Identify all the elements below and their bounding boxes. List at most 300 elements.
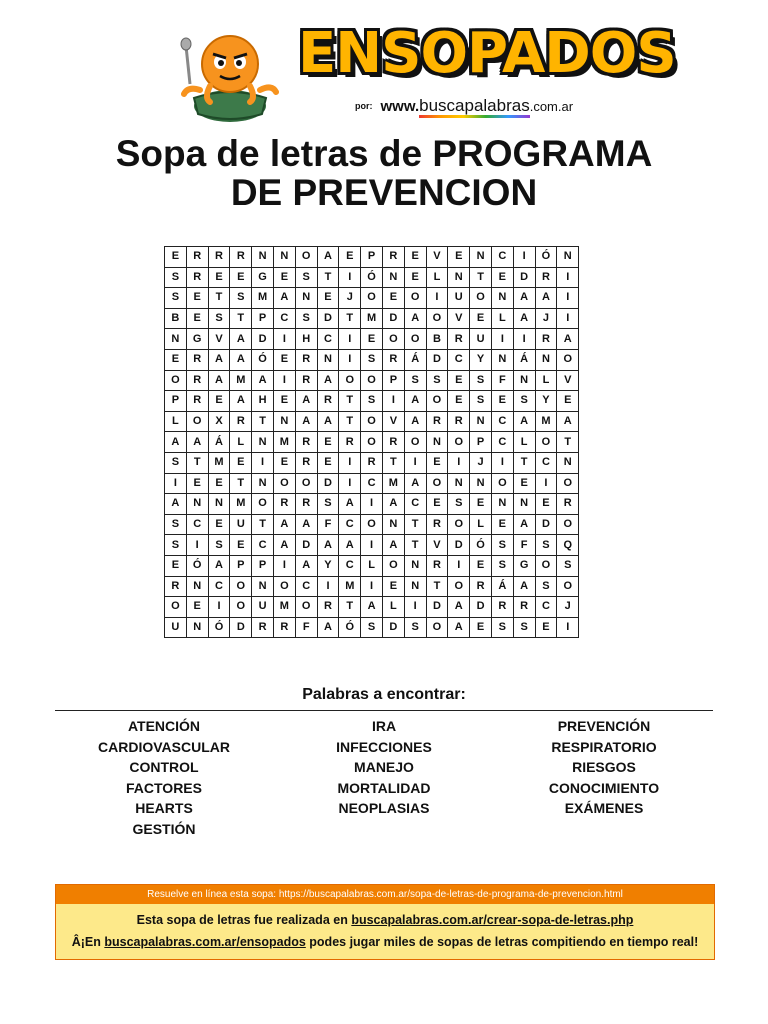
grid-cell[interactable]: J — [470, 452, 492, 473]
grid-cell[interactable]: N — [557, 452, 579, 473]
grid-cell[interactable]: I — [339, 267, 361, 288]
grid-cell[interactable]: Q — [557, 535, 579, 556]
grid-cell[interactable]: C — [273, 308, 295, 329]
grid-cell[interactable]: T — [339, 391, 361, 412]
grid-cell[interactable]: C — [317, 329, 339, 350]
grid-cell[interactable]: O — [426, 308, 448, 329]
grid-cell[interactable]: N — [404, 555, 426, 576]
grid-cell[interactable]: O — [470, 288, 492, 309]
grid-cell[interactable]: Á — [513, 349, 535, 370]
grid-cell[interactable]: I — [361, 576, 383, 597]
grid-cell[interactable]: S — [513, 617, 535, 638]
grid-cell[interactable]: N — [186, 494, 208, 515]
grid-cell[interactable]: R — [295, 349, 317, 370]
grid-cell[interactable]: U — [165, 617, 187, 638]
grid-cell[interactable]: A — [295, 391, 317, 412]
grid-cell[interactable]: V — [557, 370, 579, 391]
grid-cell[interactable]: V — [426, 247, 448, 268]
grid-cell[interactable]: F — [513, 535, 535, 556]
grid-cell[interactable]: A — [361, 597, 383, 618]
grid-cell[interactable]: C — [491, 247, 513, 268]
grid-cell[interactable]: N — [491, 349, 513, 370]
grid-cell[interactable]: S — [470, 370, 492, 391]
grid-cell[interactable]: E — [491, 514, 513, 535]
grid-cell[interactable]: I — [273, 329, 295, 350]
grid-cell[interactable]: I — [404, 597, 426, 618]
grid-cell[interactable]: I — [426, 288, 448, 309]
grid-cell[interactable]: O — [404, 288, 426, 309]
grid-cell[interactable]: O — [426, 473, 448, 494]
grid-cell[interactable]: E — [273, 349, 295, 370]
grid-cell[interactable]: L — [491, 308, 513, 329]
grid-cell[interactable]: S — [361, 617, 383, 638]
grid-cell[interactable]: O — [295, 597, 317, 618]
grid-cell[interactable]: S — [426, 370, 448, 391]
grid-cell[interactable]: T — [339, 308, 361, 329]
grid-cell[interactable]: A — [317, 617, 339, 638]
create-link[interactable]: buscapalabras.com.ar/crear-sopa-de-letras.php — [351, 913, 634, 927]
grid-cell[interactable]: I — [382, 391, 404, 412]
grid-cell[interactable]: S — [230, 288, 252, 309]
grid-cell[interactable]: N — [382, 267, 404, 288]
grid-cell[interactable]: N — [252, 432, 274, 453]
grid-cell[interactable]: Y — [470, 349, 492, 370]
grid-cell[interactable]: C — [448, 349, 470, 370]
grid-cell[interactable]: R — [470, 576, 492, 597]
grid-cell[interactable]: I — [404, 452, 426, 473]
grid-cell[interactable]: E — [273, 267, 295, 288]
grid-cell[interactable]: O — [535, 555, 557, 576]
grid-cell[interactable]: L — [426, 267, 448, 288]
grid-cell[interactable]: C — [404, 494, 426, 515]
grid-cell[interactable]: T — [230, 308, 252, 329]
grid-cell[interactable]: A — [513, 576, 535, 597]
grid-cell[interactable]: N — [273, 247, 295, 268]
grid-cell[interactable]: T — [470, 267, 492, 288]
grid-cell[interactable]: E — [426, 452, 448, 473]
grid-cell[interactable]: O — [557, 473, 579, 494]
grid-cell[interactable]: R — [165, 576, 187, 597]
grid-cell[interactable]: N — [426, 432, 448, 453]
grid-cell[interactable]: Ó — [470, 535, 492, 556]
grid-cell[interactable]: N — [273, 411, 295, 432]
grid-cell[interactable]: A — [165, 432, 187, 453]
grid-cell[interactable]: R — [317, 391, 339, 412]
grid-cell[interactable]: A — [404, 473, 426, 494]
grid-cell[interactable]: U — [230, 514, 252, 535]
grid-cell[interactable]: E — [186, 597, 208, 618]
grid-cell[interactable]: O — [448, 576, 470, 597]
grid-cell[interactable]: R — [186, 370, 208, 391]
grid-cell[interactable]: N — [252, 247, 274, 268]
grid-cell[interactable]: N — [252, 576, 274, 597]
grid-cell[interactable]: S — [491, 617, 513, 638]
grid-cell[interactable]: M — [273, 432, 295, 453]
grid-cell[interactable]: A — [186, 432, 208, 453]
grid-cell[interactable]: C — [361, 473, 383, 494]
grid-cell[interactable]: S — [295, 267, 317, 288]
grid-cell[interactable]: O — [252, 494, 274, 515]
grid-cell[interactable]: E — [404, 267, 426, 288]
grid-cell[interactable]: O — [535, 432, 557, 453]
grid-cell[interactable]: O — [295, 247, 317, 268]
grid-cell[interactable]: A — [317, 411, 339, 432]
grid-cell[interactable]: R — [513, 597, 535, 618]
grid-cell[interactable]: M — [208, 452, 230, 473]
grid-cell[interactable]: A — [252, 370, 274, 391]
grid-cell[interactable]: P — [382, 370, 404, 391]
grid-cell[interactable]: O — [339, 370, 361, 391]
grid-cell[interactable]: I — [557, 617, 579, 638]
grid-cell[interactable]: T — [557, 432, 579, 453]
grid-cell[interactable]: Á — [208, 432, 230, 453]
grid-cell[interactable]: N — [252, 473, 274, 494]
grid-cell[interactable]: I — [339, 473, 361, 494]
grid-cell[interactable]: R — [361, 452, 383, 473]
grid-cell[interactable]: D — [317, 473, 339, 494]
grid-cell[interactable]: N — [317, 349, 339, 370]
grid-cell[interactable]: D — [470, 597, 492, 618]
grid-cell[interactable]: A — [535, 288, 557, 309]
grid-cell[interactable]: E — [382, 288, 404, 309]
grid-cell[interactable]: A — [404, 411, 426, 432]
grid-cell[interactable]: E — [230, 535, 252, 556]
grid-cell[interactable]: E — [317, 452, 339, 473]
grid-cell[interactable]: S — [448, 494, 470, 515]
grid-cell[interactable]: E — [535, 617, 557, 638]
grid-cell[interactable]: I — [339, 329, 361, 350]
grid-cell[interactable]: O — [273, 576, 295, 597]
grid-cell[interactable]: E — [186, 308, 208, 329]
grid-cell[interactable]: E — [165, 247, 187, 268]
grid-cell[interactable]: S — [208, 308, 230, 329]
grid-cell[interactable]: D — [448, 535, 470, 556]
grid-cell[interactable]: A — [339, 535, 361, 556]
grid-cell[interactable]: E — [448, 247, 470, 268]
grid-cell[interactable]: O — [382, 329, 404, 350]
grid-cell[interactable]: R — [426, 555, 448, 576]
grid-cell[interactable]: S — [208, 535, 230, 556]
grid-cell[interactable]: E — [470, 555, 492, 576]
grid-cell[interactable]: O — [426, 391, 448, 412]
grid-cell[interactable]: S — [361, 391, 383, 412]
grid-cell[interactable]: A — [317, 535, 339, 556]
grid-cell[interactable]: O — [230, 576, 252, 597]
grid-cell[interactable]: D — [426, 597, 448, 618]
grid-cell[interactable]: S — [361, 349, 383, 370]
grid-cell[interactable]: M — [230, 494, 252, 515]
grid-cell[interactable]: S — [491, 555, 513, 576]
grid-cell[interactable]: A — [404, 391, 426, 412]
grid-cell[interactable]: R — [186, 247, 208, 268]
grid-cell[interactable]: A — [513, 288, 535, 309]
grid-cell[interactable]: O — [557, 349, 579, 370]
grid-cell[interactable]: R — [295, 370, 317, 391]
grid-cell[interactable]: A — [557, 411, 579, 432]
grid-cell[interactable]: M — [273, 597, 295, 618]
grid-cell[interactable]: C — [252, 535, 274, 556]
grid-cell[interactable]: Ó — [339, 617, 361, 638]
grid-cell[interactable]: C — [339, 514, 361, 535]
grid-cell[interactable]: Ó — [252, 349, 274, 370]
grid-cell[interactable]: A — [295, 411, 317, 432]
grid-cell[interactable]: I — [361, 494, 383, 515]
grid-cell[interactable]: X — [208, 411, 230, 432]
grid-cell[interactable]: N — [557, 247, 579, 268]
grid-cell[interactable]: R — [382, 247, 404, 268]
grid-cell[interactable]: O — [361, 411, 383, 432]
grid-cell[interactable]: O — [295, 473, 317, 494]
grid-cell[interactable]: F — [317, 514, 339, 535]
grid-cell[interactable]: C — [295, 576, 317, 597]
grid-cell[interactable]: M — [535, 411, 557, 432]
grid-cell[interactable]: T — [339, 411, 361, 432]
grid-cell[interactable]: E — [230, 452, 252, 473]
grid-cell[interactable]: D — [382, 617, 404, 638]
grid-cell[interactable]: I — [252, 452, 274, 473]
grid-cell[interactable]: T — [230, 473, 252, 494]
grid-cell[interactable]: E — [426, 494, 448, 515]
grid-cell[interactable]: T — [186, 452, 208, 473]
grid-cell[interactable]: N — [513, 494, 535, 515]
grid-cell[interactable]: A — [208, 370, 230, 391]
grid-cell[interactable]: C — [186, 514, 208, 535]
grid-cell[interactable]: D — [317, 308, 339, 329]
online-solve-bar[interactable]: Resuelve en línea esta sopa: https://buscapalabras.com.ar/sopa-de-letras-de-programa-de-prevencion.html — [56, 885, 714, 904]
grid-cell[interactable]: A — [513, 411, 535, 432]
grid-cell[interactable]: R — [186, 349, 208, 370]
grid-cell[interactable]: S — [295, 308, 317, 329]
grid-cell[interactable]: A — [513, 514, 535, 535]
grid-cell[interactable]: R — [295, 452, 317, 473]
grid-cell[interactable]: R — [339, 432, 361, 453]
grid-cell[interactable]: N — [186, 576, 208, 597]
grid-cell[interactable]: I — [491, 452, 513, 473]
grid-cell[interactable]: I — [361, 535, 383, 556]
grid-cell[interactable]: Á — [491, 576, 513, 597]
grid-cell[interactable]: E — [186, 288, 208, 309]
grid-cell[interactable]: S — [165, 514, 187, 535]
grid-cell[interactable]: R — [491, 597, 513, 618]
grid-cell[interactable]: R — [295, 494, 317, 515]
grid-cell[interactable]: L — [382, 597, 404, 618]
grid-cell[interactable]: Ó — [208, 617, 230, 638]
grid-cell[interactable]: R — [535, 329, 557, 350]
grid-cell[interactable]: H — [252, 391, 274, 412]
grid-cell[interactable]: O — [382, 555, 404, 576]
grid-cell[interactable]: S — [557, 555, 579, 576]
grid-cell[interactable]: N — [470, 411, 492, 432]
grid-cell[interactable]: I — [273, 370, 295, 391]
grid-cell[interactable]: E — [491, 267, 513, 288]
grid-cell[interactable]: I — [339, 452, 361, 473]
grid-cell[interactable]: D — [513, 267, 535, 288]
grid-cell[interactable]: R — [273, 617, 295, 638]
grid-cell[interactable]: T — [426, 576, 448, 597]
grid-cell[interactable]: A — [273, 514, 295, 535]
grid-cell[interactable]: P — [361, 247, 383, 268]
grid-cell[interactable]: B — [426, 329, 448, 350]
grid-cell[interactable]: R — [230, 247, 252, 268]
grid-cell[interactable]: A — [295, 514, 317, 535]
grid-cell[interactable]: E — [404, 247, 426, 268]
grid-cell[interactable]: O — [491, 473, 513, 494]
grid-cell[interactable]: O — [361, 514, 383, 535]
grid-cell[interactable]: E — [317, 288, 339, 309]
grid-cell[interactable]: G — [513, 555, 535, 576]
grid-cell[interactable]: A — [339, 494, 361, 515]
grid-cell[interactable]: N — [448, 473, 470, 494]
grid-cell[interactable]: A — [273, 535, 295, 556]
grid-cell[interactable]: A — [317, 370, 339, 391]
grid-cell[interactable]: A — [208, 349, 230, 370]
grid-cell[interactable]: R — [557, 494, 579, 515]
grid-cell[interactable]: A — [208, 555, 230, 576]
grid-cell[interactable]: E — [165, 555, 187, 576]
grid-cell[interactable]: E — [361, 329, 383, 350]
grid-cell[interactable]: M — [382, 473, 404, 494]
grid-cell[interactable]: R — [186, 391, 208, 412]
grid-cell[interactable]: D — [535, 514, 557, 535]
grid-cell[interactable]: A — [513, 308, 535, 329]
grid-cell[interactable]: V — [448, 308, 470, 329]
grid-cell[interactable]: E — [208, 267, 230, 288]
grid-cell[interactable]: A — [317, 247, 339, 268]
grid-cell[interactable]: L — [470, 514, 492, 535]
grid-cell[interactable]: R — [382, 432, 404, 453]
grid-cell[interactable]: O — [273, 473, 295, 494]
grid-cell[interactable]: E — [208, 391, 230, 412]
grid-cell[interactable]: R — [273, 494, 295, 515]
grid-cell[interactable]: R — [208, 247, 230, 268]
grid-cell[interactable]: O — [361, 370, 383, 391]
grid-cell[interactable]: U — [470, 329, 492, 350]
grid-cell[interactable]: E — [491, 391, 513, 412]
grid-cell[interactable]: R — [535, 267, 557, 288]
grid-cell[interactable]: Ó — [186, 555, 208, 576]
grid-cell[interactable]: O — [361, 432, 383, 453]
grid-cell[interactable]: S — [404, 617, 426, 638]
grid-cell[interactable]: E — [535, 494, 557, 515]
grid-cell[interactable]: S — [165, 452, 187, 473]
grid-cell[interactable]: R — [448, 411, 470, 432]
grid-cell[interactable]: L — [230, 432, 252, 453]
grid-cell[interactable]: P — [230, 555, 252, 576]
grid-cell[interactable]: I — [186, 535, 208, 556]
grid-cell[interactable]: D — [252, 329, 274, 350]
grid-cell[interactable]: E — [208, 473, 230, 494]
grid-cell[interactable]: O — [448, 514, 470, 535]
grid-cell[interactable]: I — [448, 555, 470, 576]
grid-cell[interactable]: E — [230, 267, 252, 288]
grid-cell[interactable]: I — [165, 473, 187, 494]
grid-cell[interactable]: H — [295, 329, 317, 350]
grid-cell[interactable]: E — [470, 494, 492, 515]
grid-cell[interactable]: O — [404, 432, 426, 453]
grid-cell[interactable]: S — [404, 370, 426, 391]
grid-cell[interactable]: U — [448, 288, 470, 309]
grid-cell[interactable]: I — [491, 329, 513, 350]
grid-cell[interactable]: N — [491, 288, 513, 309]
grid-cell[interactable]: R — [186, 267, 208, 288]
grid-cell[interactable]: I — [557, 308, 579, 329]
ensopados-link[interactable]: buscapalabras.com.ar/ensopados — [104, 935, 306, 949]
grid-cell[interactable]: N — [295, 288, 317, 309]
grid-cell[interactable]: N — [208, 494, 230, 515]
grid-cell[interactable]: C — [535, 597, 557, 618]
grid-cell[interactable]: N — [535, 349, 557, 370]
grid-cell[interactable]: I — [557, 288, 579, 309]
grid-cell[interactable]: R — [230, 411, 252, 432]
grid-cell[interactable]: I — [557, 267, 579, 288]
grid-cell[interactable]: F — [491, 370, 513, 391]
grid-cell[interactable]: T — [317, 267, 339, 288]
grid-cell[interactable]: L — [513, 432, 535, 453]
grid-cell[interactable]: I — [208, 597, 230, 618]
grid-cell[interactable]: A — [382, 535, 404, 556]
grid-cell[interactable]: O — [557, 514, 579, 535]
grid-cell[interactable]: I — [339, 349, 361, 370]
grid-cell[interactable]: J — [339, 288, 361, 309]
grid-cell[interactable]: N — [513, 370, 535, 391]
grid-cell[interactable]: E — [470, 308, 492, 329]
grid-cell[interactable]: O — [230, 597, 252, 618]
grid-cell[interactable]: N — [470, 247, 492, 268]
grid-cell[interactable]: S — [165, 535, 187, 556]
grid-cell[interactable]: T — [513, 452, 535, 473]
grid-cell[interactable]: G — [252, 267, 274, 288]
grid-cell[interactable]: E — [165, 349, 187, 370]
grid-cell[interactable]: Ó — [535, 247, 557, 268]
grid-cell[interactable]: D — [426, 349, 448, 370]
grid-cell[interactable]: J — [557, 597, 579, 618]
grid-cell[interactable]: S — [535, 576, 557, 597]
grid-cell[interactable]: R — [252, 617, 274, 638]
grid-cell[interactable]: C — [491, 411, 513, 432]
grid-cell[interactable]: E — [339, 247, 361, 268]
grid-cell[interactable]: E — [382, 576, 404, 597]
grid-cell[interactable]: A — [230, 349, 252, 370]
grid-cell[interactable]: I — [513, 329, 535, 350]
grid-cell[interactable]: Á — [404, 349, 426, 370]
grid-cell[interactable]: E — [470, 617, 492, 638]
grid-cell[interactable]: L — [361, 555, 383, 576]
grid-cell[interactable]: R — [295, 432, 317, 453]
grid-cell[interactable]: A — [295, 555, 317, 576]
grid-cell[interactable]: L — [535, 370, 557, 391]
grid-cell[interactable]: T — [252, 514, 274, 535]
grid-cell[interactable]: F — [295, 617, 317, 638]
grid-cell[interactable]: M — [339, 576, 361, 597]
grid-cell[interactable]: E — [273, 391, 295, 412]
grid-cell[interactable]: T — [382, 452, 404, 473]
grid-cell[interactable]: P — [252, 308, 274, 329]
grid-cell[interactable]: I — [317, 576, 339, 597]
grid-cell[interactable]: O — [165, 370, 187, 391]
grid-cell[interactable]: B — [165, 308, 187, 329]
grid-cell[interactable]: P — [470, 432, 492, 453]
grid-cell[interactable]: E — [208, 514, 230, 535]
grid-cell[interactable]: M — [252, 288, 274, 309]
grid-cell[interactable]: E — [513, 473, 535, 494]
grid-cell[interactable]: E — [448, 370, 470, 391]
grid-cell[interactable]: J — [535, 308, 557, 329]
grid-cell[interactable]: C — [208, 576, 230, 597]
grid-cell[interactable]: P — [165, 391, 187, 412]
grid-cell[interactable]: D — [295, 535, 317, 556]
grid-cell[interactable]: O — [426, 617, 448, 638]
grid-cell[interactable]: A — [382, 494, 404, 515]
